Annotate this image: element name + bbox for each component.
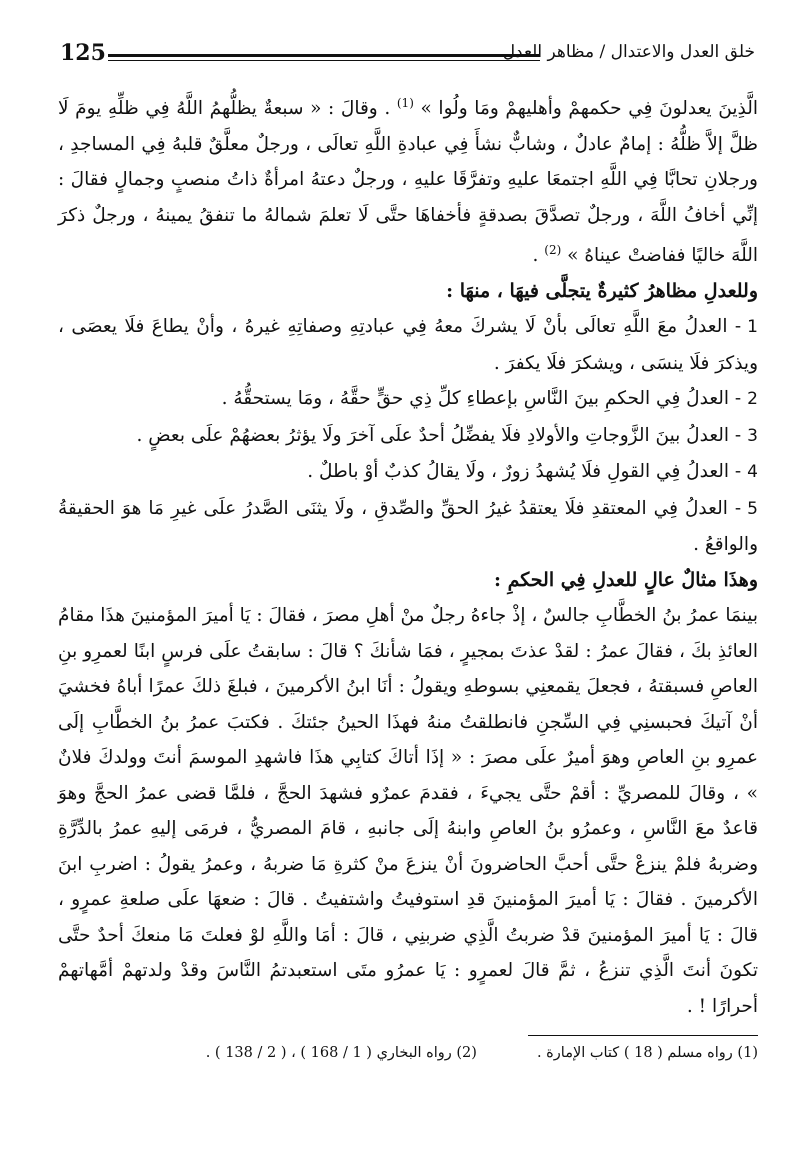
page-header <box>60 40 755 78</box>
list-item: 2- العدلُ فِي الحكمِ بينَ النَّاسِ بإعطاءِ كلِّ ذِي حقٍّ حقَّهُ ، ومَا يستحقُّهُ . <box>221 388 758 410</box>
paragraph-hadith: الَّذِينَ يعدلونَ فِي حكمهمْ وأهليهمْ ومَا ولُوا » $^{(1)}$ . وقالَ : « سبعةٌ يظلُّهمُ اللَّهُ فِي ظلِّهِ يومَ لَا ظلَّ إلاَّ ظلُّهُ : إمامٌ عادلٌ ، وشابٌّ نشأَ فِي عبادةِ اللَّهِ تعالَى ، ورجلٌ معلَّقٌ قلبهُ فِي المساجدِ ، ورجلانِ تحابَّا فِي اللَّهِ اجتمعَا عليهِ وتفرَّقَا عليهِ ، ورجلٌ دعتهُ امرأةٌ ذاتُ منصبٍ وجمالٍ فقالَ : إنِّي أخافُ اللَّهَ ، ورجلٌ تصدَّقَ بصدقةٍ فأخفاهَا حتَّى لَا تعلمَ شمالهُ ما تنفقُ يمينهُ ، ورجلٌ ذكرَ اللَّهَ خاليًا ففاضتْ عيناهُ » $^{(2)}$ . <box>58 96 758 267</box>
page-body <box>58 86 758 1024</box>
paragraph-story: بينمَا عمرُ بنُ الخطَّابِ جالسٌ ، إذْ جاءهُ رجلٌ منْ أهلِ مصرَ ، فقالَ : يَا أميرَ المؤمنينَ هذَا مقامُ العائذِ بكَ ، فقالَ عمرُ : لقدْ عذتَ بمجيرٍ ، فمَا شأنكَ ؟ قالَ : سابقتُ علَى فرسٍ ابنًا لعمرِو بنِ العاصِ فسبقتهُ ، فجعلَ يقمعنِي بسوطهِ ويقولُ : أنَا ابنُ الأكرمينَ ، فبلغَ ذلكَ عمرًا أباهُ فخشيَ أنْ آتيكَ فحبسنِي فِي السِّجنِ فانطلقتُ منهُ فهذَا الحينُ جئتكَ . فكتبَ عمرُ بنُ الخطَّابِ إلَى عمرِو بنِ العاصِ وهوَ أميرٌ علَى مصرَ : « إذَا أتاكَ كتابِي هذَا فاشهدِ الموسمَ أنتَ وولدكَ فلانٌ » ، وقالَ للمصريِّ : أقمْ حتَّى يجيءَ ، فقدمَ عمرٌو فشهدَ الحجَّ ، فلمَّا قضى عمرُ الحجَّ وهوَ قاعدٌ معَ النَّاسِ ، وعمرُو بنُ العاصِ وابنهُ إلَى جانبهِ ، قامَ المصريُّ ، فرمَى إليهِ عمرُ بالدِّرَّةِ وضربهُ فلمْ ينزعْ حتَّى أحبَّ الحاضرونَ أنْ ينزعَ منْ كثرةِ مَا ضربهُ ، وعمرُ يقولُ : اضربِ ابنَ الأكرمينَ . فقالَ : يَا أميرَ المؤمنينَ قدِ استوفيتُ واشتفيتُ . قالَ : ضعهَا علَى صلعةِ عمرٍو ، قالَ : يَا أميرَ المؤمنينَ قدْ ضربتُ الَّذِي ضربنِي ، قالَ : أمَا واللَّهِ لوْ فعلتَ مَا منعكَ أحدٌ حتَّى تكونَ أنتَ الَّذِي تنزعُ ، ثمَّ قالَ لعمرٍو : يَا عمرُو متَى استعبدتمُ النَّاسَ وقدْ ولدتهمْ أمَّهاتهمْ أحرارًا ! . <box>58 605 758 1017</box>
footnote-ref-2: (2) <box>544 243 562 258</box>
list-item: 1- العدلُ معَ اللَّهِ تعالَى بأنْ لَا يشركَ معهُ فِي عبادتِهِ وصفاتِهِ غيرهُ ، وأنْ يطاعَ فلَا يعصَى ، ويذكرَ فلَا ينسَى ، ويشكرَ فلَا يكفرَ . <box>58 316 758 374</box>
list-item: 3- العدلُ بينَ الزَّوجاتِ والأولادِ فلَا يفضِّلُ أحدٌ علَى آخرَ ولَا يؤثرُ بعضهُمْ علَى بعضٍ . <box>136 424 758 446</box>
section-heading-example: وهذَا مثالٌ عالٍ للعدلِ فِي الحكمِ : <box>494 568 758 591</box>
footnote-2: (2) رواه البخاري ( 1 / 168 ) ، ( 2 / 138 ) . <box>205 1045 477 1061</box>
footnote-1: (1) رواه مسلم ( 18 ) كتاب الإمارة . <box>536 1045 758 1061</box>
footnote-ref-1: (1) <box>396 96 414 110</box>
page-number: 125 <box>60 40 106 66</box>
list-item: 4- العدلُ فِي القولِ فلَا يُشهدُ زورٌ ، ولَا يقالُ كذبٌ أوْ باطلٌ . <box>307 461 758 483</box>
footnotes <box>118 1042 758 1064</box>
footnote-rule <box>528 1035 758 1036</box>
section-heading-manifestations: وللعدلِ مظاهرُ كثيرةٌ يتجلَّى فيهَا ، منهَا : <box>446 279 758 302</box>
header-rule <box>108 54 540 61</box>
running-head: خلق العدل والاعتدال / مظاهر العدل <box>502 42 755 62</box>
list-item: 5- العدلُ فِي المعتقدِ فلَا يعتقدُ غيرُ الحقِّ والصِّدقِ ، ولَا يثنَى الصَّدرُ علَى غيرِ مَا هوَ الحقيقةُ والواقعُ . <box>58 497 758 556</box>
